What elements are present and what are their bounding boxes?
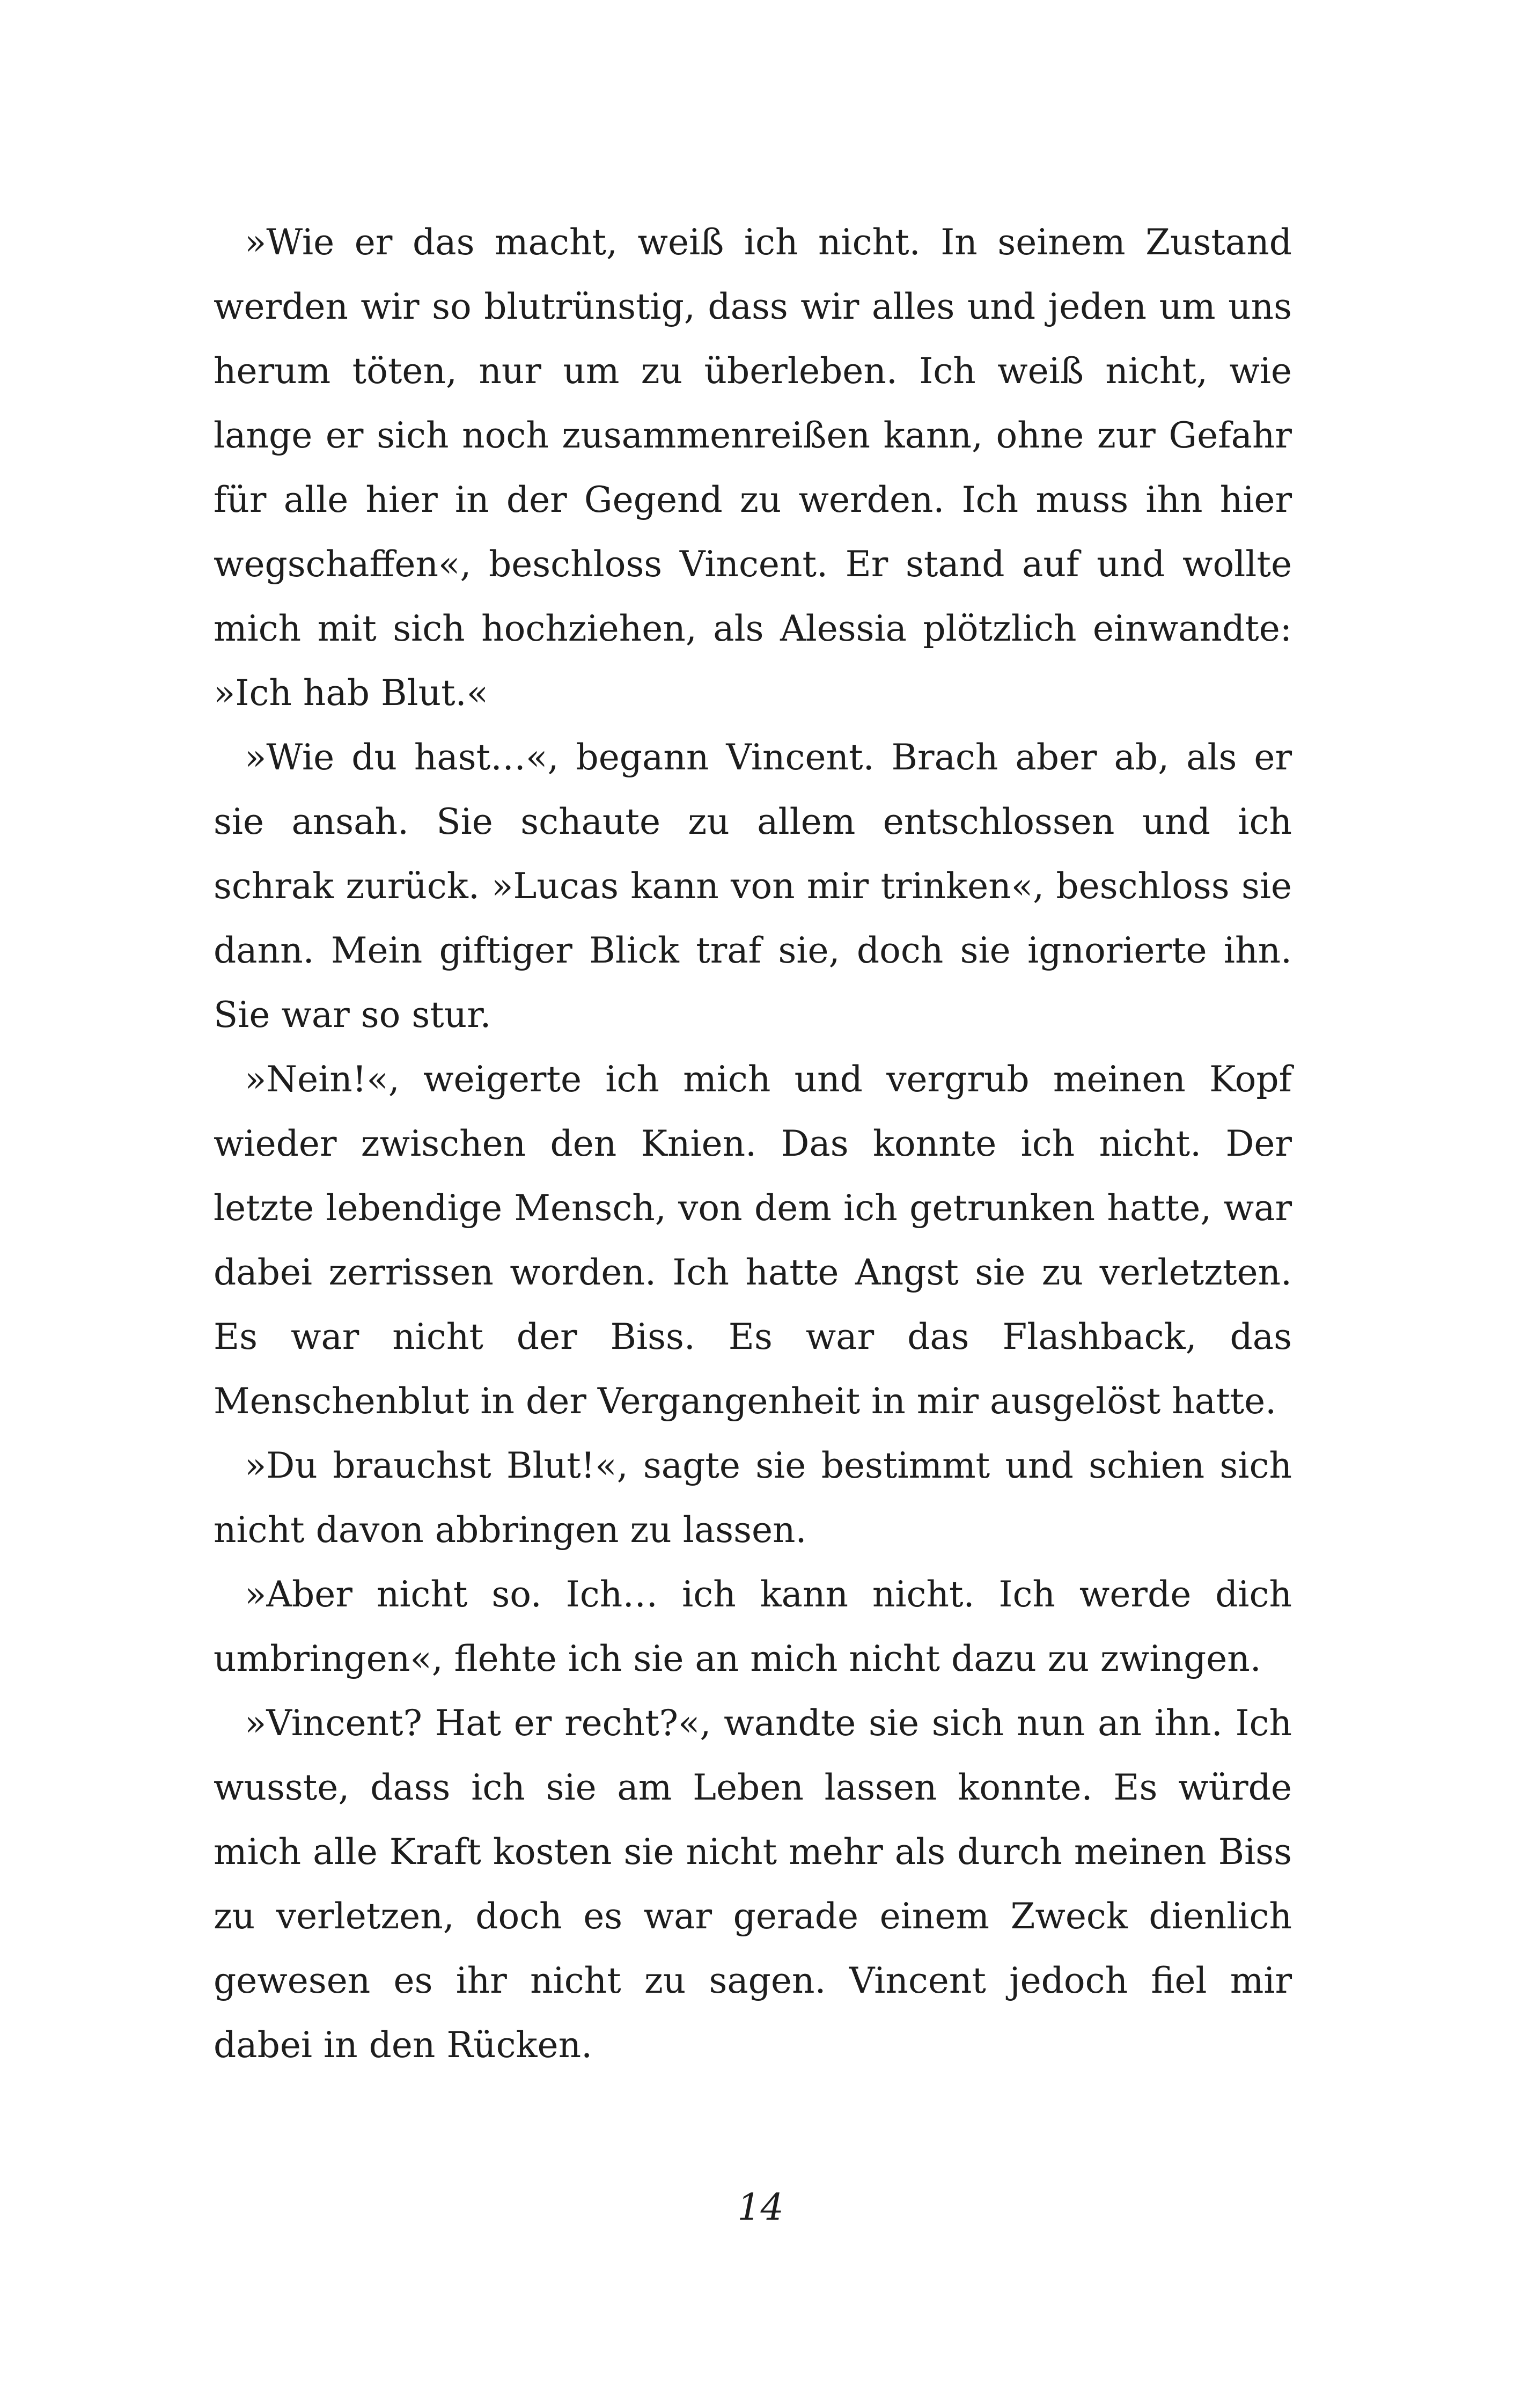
paragraph-2: »Wie du hast…«, begann Vincent. Brach aber ab, als er sie ansah. Sie schaute zu allem entschlossen und ich schrak zurück. »Lucas kann von mir trinken«, beschloss sie dann. Mein giftiger Blick traf sie, doch sie ignorierte ihn. Sie war so stur. bbox=[214, 737, 1292, 1036]
paragraph-5: »Aber nicht so. Ich… ich kann nicht. Ich werde dich umbringen«, flehte ich sie an mich nicht dazu zu zwingen. bbox=[214, 1574, 1292, 1679]
paragraph-3: »Nein!«, weigerte ich mich und vergrub meinen Kopf wieder zwischen den Knien. Das konnte ich nicht. Der letzte lebendige Mensch, von dem ich getrunken hatte, war dabei zerrissen worden. Ich hatte Angst sie zu verletzten. Es war nicht der Biss. Es war das Flashback, das Menschenblut in der Vergangenheit in mir ausgelöst hatte. bbox=[214, 1059, 1292, 1422]
paragraph-1: »Wie er das macht, weiß ich nicht. In seinem Zustand werden wir so blutrünstig, dass wir alles und jeden um uns herum töten, nur um zu überleben. Ich weiß nicht, wie lange er sich noch zusammenreißen kann, ohne zur Gefahr für alle hier in der Gegend zu werden. Ich muss ihn hier wegschaffen«, beschloss Vincent. Er stand auf und wollte mich mit sich hochziehen, als Alessia plötzlich einwandte: »Ich hab Blut.« bbox=[214, 222, 1292, 714]
body-text bbox=[214, 210, 1292, 2077]
paragraph-6: »Vincent? Hat er recht?«, wandte sie sich nun an ihn. Ich wusste, dass ich sie am Leben lassen konnte. Es würde mich alle Kraft kosten sie nicht mehr als durch meinen Biss zu verletzen, doch es war gerade einem Zweck dienlich gewesen es ihr nicht zu sagen. Vincent jedoch fiel mir dabei in den Rücken. bbox=[214, 1702, 1292, 2066]
paragraph-4: »Du brauchst Blut!«, sagte sie bestimmt und schien sich nicht davon abbringen zu lassen. bbox=[214, 1445, 1292, 1551]
page-number: 14 bbox=[737, 2186, 784, 2229]
